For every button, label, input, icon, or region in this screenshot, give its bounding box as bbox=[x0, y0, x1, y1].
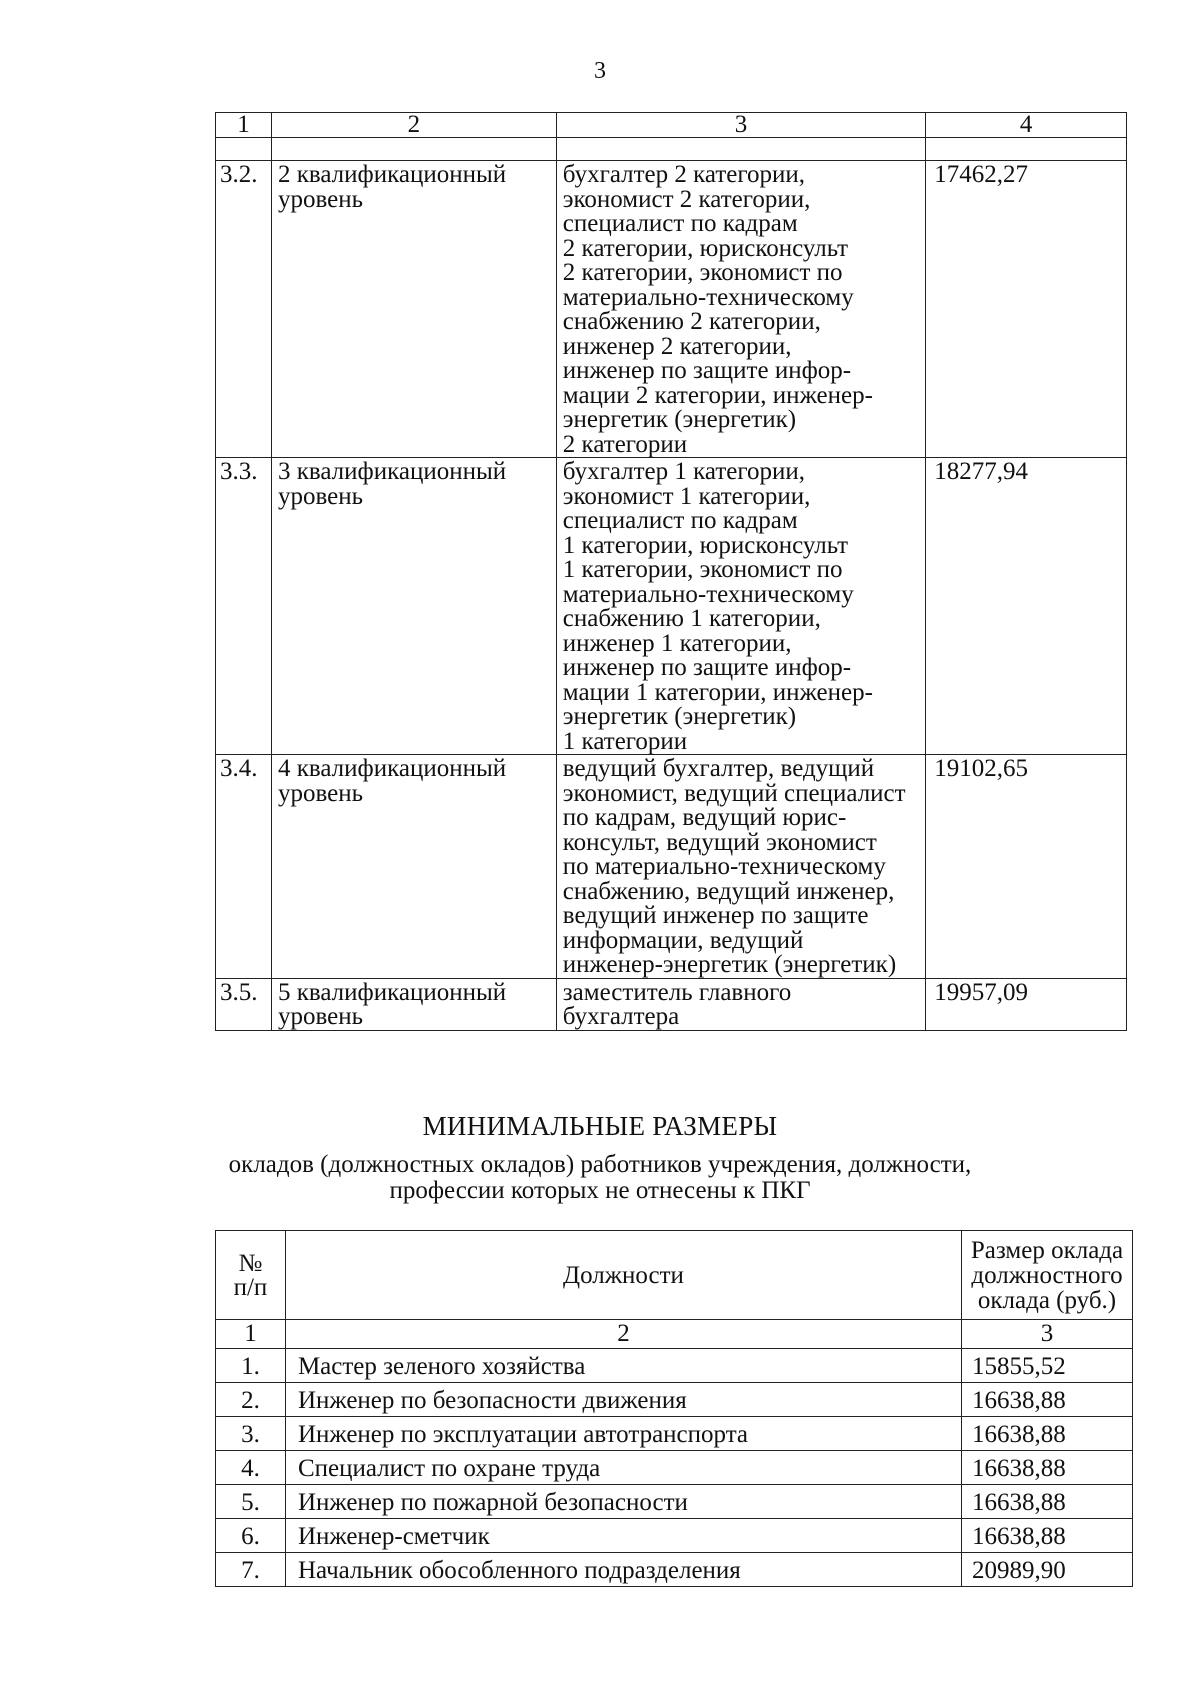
row-number: 6. bbox=[216, 1519, 286, 1553]
column-number-cell: 1 bbox=[216, 1320, 286, 1349]
salary-amount: 15855,52 bbox=[962, 1349, 1133, 1383]
page-number: 3 bbox=[594, 58, 606, 84]
row-number: 3.5. bbox=[216, 978, 272, 1030]
row-number: 4. bbox=[216, 1451, 286, 1485]
salary-amount: 17462,27 bbox=[926, 161, 1127, 458]
table-row bbox=[216, 1417, 1133, 1451]
column-number-cell: 3 bbox=[962, 1320, 1133, 1349]
table-row bbox=[216, 755, 1127, 979]
position-name: Инженер по эксплуатации автотранспорта bbox=[285, 1417, 961, 1451]
blank-row bbox=[216, 138, 1127, 161]
table-row bbox=[216, 161, 1127, 458]
column-number-cell: 2 bbox=[285, 1320, 961, 1349]
row-number: 3.2. bbox=[216, 161, 272, 458]
row-number: 2. bbox=[216, 1383, 286, 1417]
salary-amount: 19957,09 bbox=[926, 978, 1127, 1030]
header-position: Должности bbox=[285, 1231, 961, 1320]
row-number: 7. bbox=[216, 1553, 286, 1587]
positions-list: заместитель главного бухгалтера bbox=[556, 978, 925, 1030]
qualification-level: 4 квалификационный уровень bbox=[271, 755, 556, 979]
column-number-cell: 4 bbox=[926, 113, 1127, 138]
qualification-level: 2 квалификационный уровень bbox=[271, 161, 556, 458]
position-name: Начальник обособленного подразделения bbox=[285, 1553, 961, 1587]
positions-list: ведущий бухгалтер, ведущий экономист, ведущий специалист по кадрам, ведущий юрис- консульт, ведущий экономист по материально-техническому снабжению, ведущий инженер, ведущий инженер по защите информации, ведущий инженер-энергетик (энергетик) bbox=[556, 755, 925, 979]
salary-amount: 16638,88 bbox=[962, 1485, 1133, 1519]
table-row bbox=[216, 1383, 1133, 1417]
section-subtitle bbox=[0, 1152, 1200, 1204]
salary-amount: 16638,88 bbox=[962, 1383, 1133, 1417]
subtitle-line: окладов (должностных окладов) работников учреждения, должности, bbox=[228, 1151, 972, 1178]
salary-amount: 20989,90 bbox=[962, 1553, 1133, 1587]
table-row bbox=[216, 1553, 1133, 1587]
salary-amount: 18277,94 bbox=[926, 458, 1127, 755]
salary-amount: 16638,88 bbox=[962, 1519, 1133, 1553]
positions-list: бухгалтер 1 категории, экономист 1 категории, специалист по кадрам 1 категории, юрисконсульт 1 категории, экономист по материально-техническому снабжению 1 категории, инженер 1 категории, инженер по защите инфор- мации 1 категории, инженер- энергетик (энергетик) 1 категории bbox=[556, 458, 925, 755]
row-number: 3.4. bbox=[216, 755, 272, 979]
table-row bbox=[216, 1349, 1133, 1383]
qualification-level: 3 квалификационный уровень bbox=[271, 458, 556, 755]
table-row bbox=[216, 1451, 1133, 1485]
salary-amount: 16638,88 bbox=[962, 1417, 1133, 1451]
row-number: 5. bbox=[216, 1485, 286, 1519]
table-row bbox=[216, 458, 1127, 755]
header-number: № п/п bbox=[216, 1231, 286, 1320]
table-row bbox=[216, 978, 1127, 1030]
row-number: 1. bbox=[216, 1349, 286, 1383]
salary-amount: 19102,65 bbox=[926, 755, 1127, 979]
position-name: Инженер-сметчик bbox=[285, 1519, 961, 1553]
qualification-level: 5 квалификационный уровень bbox=[271, 978, 556, 1030]
section-title: МИНИМАЛЬНЫЕ РАЗМЕРЫ bbox=[422, 1111, 778, 1141]
column-number-cell: 3 bbox=[556, 113, 925, 138]
minimum-salary-table bbox=[215, 1230, 1133, 1587]
column-number-cell: 1 bbox=[216, 113, 272, 138]
header-salary: Размер оклада должностного оклада (руб.) bbox=[962, 1231, 1133, 1320]
qualification-salary-table bbox=[215, 112, 1127, 1031]
position-name: Инженер по пожарной безопасности bbox=[285, 1485, 961, 1519]
position-name: Мастер зеленого хозяйства bbox=[285, 1349, 961, 1383]
position-name: Специалист по охране труда bbox=[285, 1451, 961, 1485]
column-number-row bbox=[216, 113, 1127, 138]
column-number-row bbox=[216, 1320, 1133, 1349]
position-name: Инженер по безопасности движения bbox=[285, 1383, 961, 1417]
positions-list: бухгалтер 2 категории, экономист 2 категории, специалист по кадрам 2 категории, юрисконсульт 2 категории, экономист по материально-техническому снабжению 2 категории, инженер 2 категории, инженер по защите инфор- мации 2 категории, инженер- энергетик (энергетик) 2 категории bbox=[556, 161, 925, 458]
table-header-row bbox=[216, 1231, 1133, 1320]
row-number: 3.3. bbox=[216, 458, 272, 755]
table-row bbox=[216, 1519, 1133, 1553]
row-number: 3. bbox=[216, 1417, 286, 1451]
salary-amount: 16638,88 bbox=[962, 1451, 1133, 1485]
table-row bbox=[216, 1485, 1133, 1519]
subtitle-line: профессии которых не отнесены к ПКГ bbox=[389, 1177, 811, 1204]
column-number-cell: 2 bbox=[271, 113, 556, 138]
